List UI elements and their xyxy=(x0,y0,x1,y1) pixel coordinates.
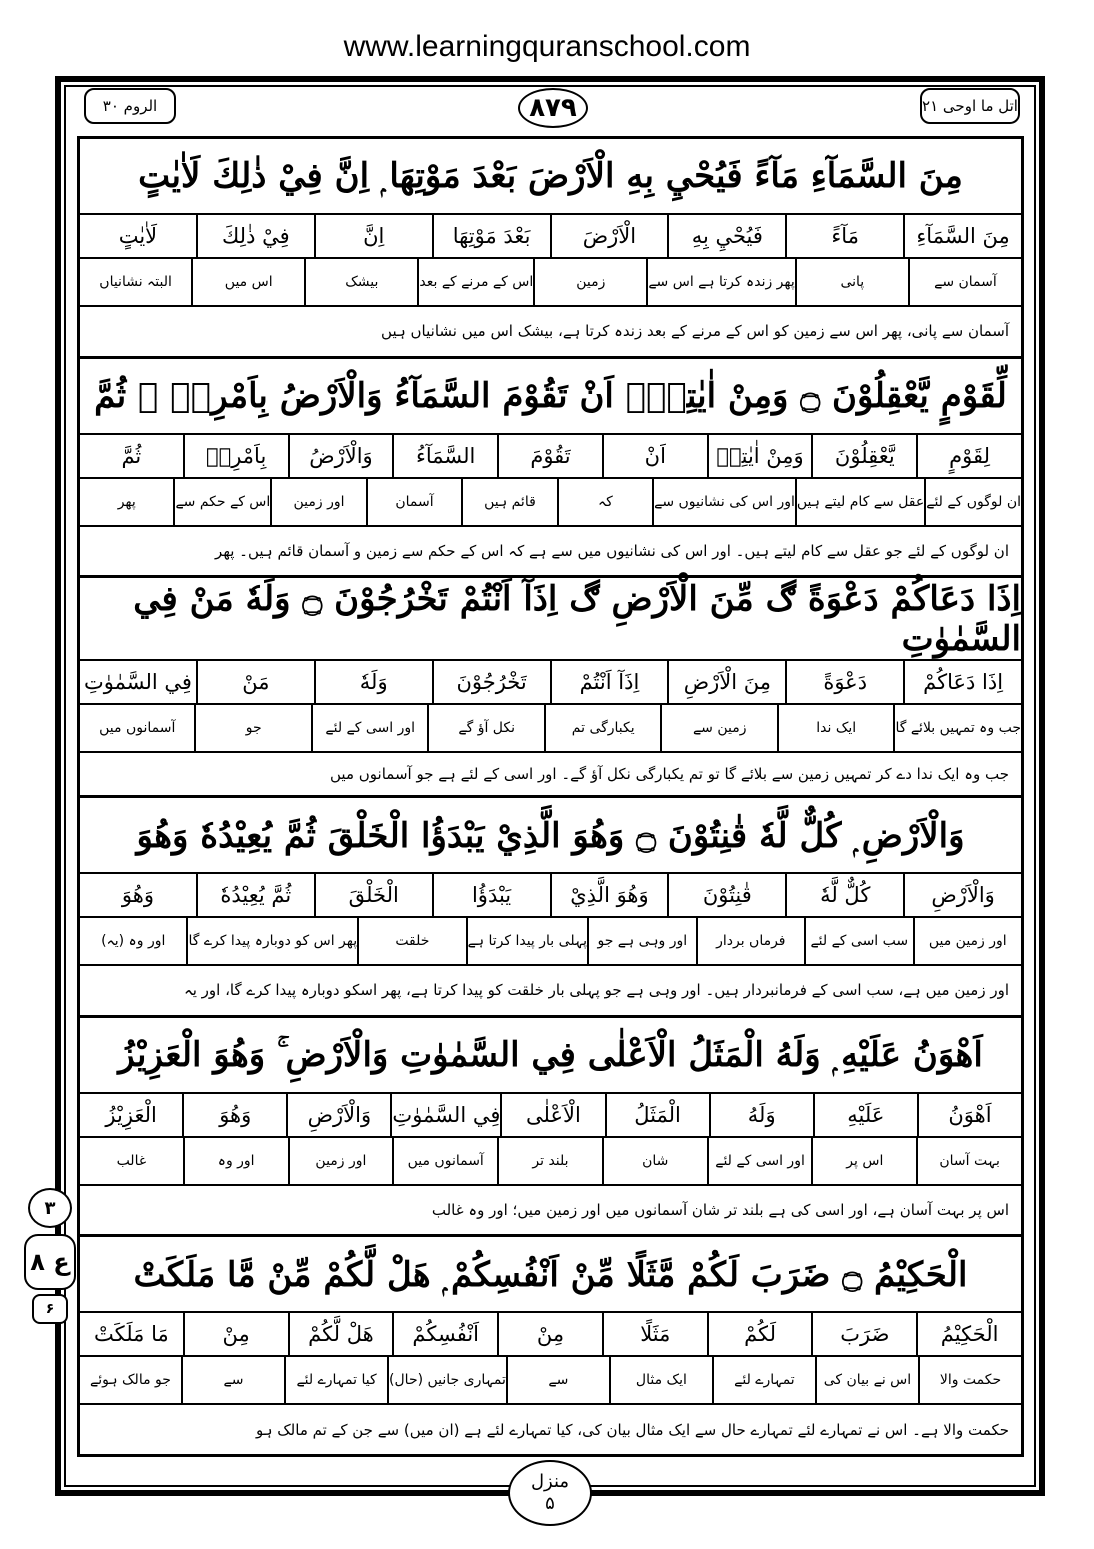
meaning-cell: کیا تمہارے لئے xyxy=(284,1357,387,1403)
meaning-cell: بلند تر xyxy=(497,1138,602,1184)
word-cell: لَكُمْ xyxy=(707,1313,812,1355)
word-row xyxy=(80,435,1021,479)
meaning-cell: اور وہی ہے جو xyxy=(587,918,695,964)
word-cell: اِذَآ اَنْتُمْ xyxy=(550,661,668,703)
ayah-line: لِّقَوْمٍ يَّعْقِلُوْنَ ۝ وَمِنْ اٰيٰتِهٖٓ اَنْ تَقُوْمَ السَّمَآءُ وَالْاَرْضُ بِاَمْرِهٖ ۭ ثُمَّ xyxy=(80,359,1021,435)
verse-block xyxy=(80,578,1021,798)
meaning-cell: اور زمین میں xyxy=(913,918,1021,964)
word-cell: ثُمَّ يُعِيْدُهٗ xyxy=(196,874,314,916)
translation-line: آسمان سے پانی، پھر اس سے زمین کو اس کے مرنے کے بعد زندہ کرتا ہے، بیشک اس میں نشانیاں ہیں xyxy=(381,322,1009,341)
meaning-cell: عقل سے کام لیتے ہیں xyxy=(795,479,924,525)
meaning-cell: سب اسی کے لئے xyxy=(804,918,912,964)
word-cell: الْاَرْضَ xyxy=(550,215,668,257)
meaning-cell: سے xyxy=(506,1357,609,1403)
meaning-cell: تمہاری جانیں (حال) xyxy=(387,1357,506,1403)
verse-block xyxy=(80,139,1021,359)
word-cell: بِاَمْرِهٖ xyxy=(183,435,288,477)
word-cell: عَلَيْهِ xyxy=(813,1094,917,1136)
meaning-cell: پانی xyxy=(795,259,908,305)
meaning-cell: اور اسی کے لئے xyxy=(707,1138,812,1184)
ayah-line: مِنَ السَّمَآءِ مَآءً فَيُحْيِ بِهِ الْاَرْضَ بَعْدَ مَوْتِهَا ۭ اِنَّ فِيْ ذٰلِكَ لَاٰيٰتٍ xyxy=(80,139,1021,215)
meaning-cell: سے xyxy=(181,1357,284,1403)
word-cell: يَّعْقِلُوْنَ xyxy=(811,435,916,477)
meaning-cell: زمین xyxy=(533,259,646,305)
word-row xyxy=(80,215,1021,259)
word-cell: مِنَ السَّمَآءِ xyxy=(903,215,1021,257)
meaning-cell: بیشک xyxy=(304,259,417,305)
word-cell: الْعَزِيْزُ xyxy=(105,1102,157,1127)
word-cell: لَاٰيٰتٍ xyxy=(118,224,158,248)
word-cell: مَآءً xyxy=(785,215,903,257)
meaning-cell: اس کے حکم سے xyxy=(173,479,270,525)
word-cell: ثُمَّ xyxy=(121,443,142,468)
meaning-row xyxy=(80,918,1021,966)
ruku-count-mark: ۳ xyxy=(28,1188,72,1228)
meaning-cell: حکمت والا xyxy=(918,1357,1021,1403)
manzil-badge xyxy=(508,1460,592,1526)
meaning-cell: اور وہ xyxy=(183,1138,288,1184)
verse-block xyxy=(80,1018,1021,1238)
meaning-cell: زمین سے xyxy=(660,705,777,751)
ruku-mark: ع ۸ xyxy=(24,1234,76,1290)
word-cell: الْمَثَلُ xyxy=(605,1094,709,1136)
word-cell: مِنْ xyxy=(497,1313,602,1355)
manzil-label: منزل xyxy=(530,1471,570,1492)
meaning-row xyxy=(80,479,1021,527)
meaning-cell: جو مالک ہوئے xyxy=(90,1372,171,1389)
meaning-cell: اس میں xyxy=(191,259,304,305)
manzil-number: ۵ xyxy=(545,1493,555,1514)
word-cell: كُلٌّ لَّهٗ xyxy=(785,874,903,916)
meaning-cell: اس نے بیان کی xyxy=(815,1357,918,1403)
translation-line: اور زمین میں ہے، سب اسی کے فرمانبردار ہیں۔ اور وہی ہے جو پہلی بار خلقت کو پیدا کرتا ہے، پھر اسکو دوبارہ پیدا کرے گا، اور یہ xyxy=(183,981,1009,1000)
meaning-cell: کہ xyxy=(557,479,652,525)
meaning-row xyxy=(80,259,1021,307)
word-cell: الْاَعْلٰى xyxy=(500,1094,604,1136)
meaning-cell: پہلی بار پیدا کرتا ہے xyxy=(466,918,587,964)
meaning-cell: آسمان سے xyxy=(908,259,1021,305)
word-row xyxy=(80,874,1021,918)
word-cell: الْحَكِيْمُ xyxy=(916,1313,1021,1355)
word-cell: وَمِنْ اٰيٰتِهٖ xyxy=(707,435,812,477)
verse-block xyxy=(80,359,1021,579)
word-cell: تَخْرُجُوْنَ xyxy=(432,661,550,703)
ayah-count-mark: ۶ xyxy=(32,1294,68,1324)
word-cell: وَهُوَ الَّذِيْ xyxy=(550,874,668,916)
word-cell: وَالْاَرْضُ xyxy=(288,435,393,477)
word-row xyxy=(80,1094,1021,1138)
meaning-cell: قائم ہیں xyxy=(461,479,556,525)
meaning-row xyxy=(80,1357,1021,1405)
meaning-cell: اور اسی کے لئے xyxy=(311,705,428,751)
word-row xyxy=(80,661,1021,705)
word-cell: اَهْوَنُ xyxy=(917,1094,1021,1136)
meaning-cell: جو xyxy=(194,705,311,751)
translation-line: جب وہ ایک ندا دے کر تمہیں زمین سے بلائے گا تو تم یکبارگی نکل آؤ گے۔ اور اسی کے لئے ہے جو آسمانوں میں xyxy=(330,765,1009,784)
meaning-cell: ایک ندا xyxy=(777,705,894,751)
meaning-cell: پھر xyxy=(117,493,136,510)
surah-label: الروم ۳۰ xyxy=(84,88,176,124)
meaning-cell: اس پر xyxy=(811,1138,916,1184)
meaning-cell: یکبارگی تم xyxy=(544,705,661,751)
word-cell: مَثَلًا xyxy=(602,1313,707,1355)
word-cell: دَعْوَةً xyxy=(785,661,903,703)
meaning-cell: غالب xyxy=(116,1152,147,1169)
word-cell: السَّمَآءُ xyxy=(392,435,497,477)
meaning-cell: نکل آؤ گے xyxy=(427,705,544,751)
word-cell: قٰنِتُوْنَ xyxy=(667,874,785,916)
word-cell: الْخَلْقَ xyxy=(314,874,432,916)
translation-grid xyxy=(77,136,1024,1457)
word-cell: يَبْدَؤُا xyxy=(432,874,550,916)
word-row xyxy=(80,1313,1021,1357)
word-cell: مِنَ الْاَرْضِ xyxy=(667,661,785,703)
meaning-cell: اور زمین xyxy=(288,1138,393,1184)
meaning-cell: شان xyxy=(602,1138,707,1184)
word-cell: لِقَوْمٍ xyxy=(916,435,1021,477)
word-cell: وَلَهٗ xyxy=(314,661,432,703)
meaning-cell: اس کے مرنے کے بعد xyxy=(417,259,533,305)
word-cell: اَنْ xyxy=(602,435,707,477)
word-cell: وَالْاَرْضِ xyxy=(903,874,1021,916)
meaning-cell: ان لوگوں کے لئے xyxy=(924,479,1021,525)
translation-line: حکمت والا ہے۔ اس نے تمہارے لئے تمہارے حال سے ایک مثال بیان کی، کیا تمہارے لئے ہے (ان میں) سے جن کے تم مالک ہو xyxy=(255,1420,1009,1439)
meaning-cell: پھر اس کو دوبارہ پیدا کرے گا xyxy=(186,918,357,964)
site-url: www.learningquranschool.com xyxy=(343,30,751,63)
word-cell: فِي السَّمٰوٰتِ xyxy=(83,670,192,695)
word-cell: وَهُوَ xyxy=(121,883,154,908)
ayah-line: اِذَا دَعَاكُمْ دَعْوَةً ڰ مِّنَ الْاَرْضِ ڰ اِذَآ اَنْتُمْ تَخْرُجُوْنَ ۝ وَلَهٗ مَنْ فِي السَّمٰوٰتِ xyxy=(80,578,1021,661)
word-cell: مَنْ xyxy=(196,661,314,703)
word-cell: فَيُحْيِ بِهِ xyxy=(667,215,785,257)
meaning-cell: جب وہ تمہیں بلائے گا xyxy=(893,705,1021,751)
word-cell: هَلْ لَّكُمْ xyxy=(288,1313,393,1355)
verse-block xyxy=(80,798,1021,1018)
page-number: ۸۷۹ xyxy=(518,88,588,128)
word-cell: مِنْ xyxy=(183,1313,288,1355)
word-cell: وَالْاَرْضِ xyxy=(286,1094,390,1136)
meaning-cell: اور وہ (یہ) xyxy=(101,933,166,950)
word-cell: تَقُوْمَ xyxy=(497,435,602,477)
meaning-cell: تمہارے لئے xyxy=(712,1357,815,1403)
meaning-cell: اور زمین xyxy=(270,479,365,525)
word-cell: بَعْدَ مَوْتِهَا xyxy=(432,215,550,257)
word-cell: وَلَهُ xyxy=(709,1094,813,1136)
word-cell: اَنْفُسِكُمْ xyxy=(392,1313,497,1355)
meaning-cell: آسمانوں میں xyxy=(99,720,176,737)
word-cell: فِيْ ذٰلِكَ xyxy=(196,215,314,257)
meaning-cell: پھر زندہ کرتا ہے اس سے xyxy=(646,259,794,305)
word-cell: مَا مَلَكَتْ xyxy=(93,1322,169,1347)
word-cell: وَهُوَ xyxy=(182,1094,286,1136)
meaning-cell: بہت آسان xyxy=(916,1138,1021,1184)
word-cell: ضَرَبَ xyxy=(811,1313,916,1355)
translation-line: اس پر بہت آسان ہے، اور اسی کی ہے بلند تر شان آسمانوں میں اور زمین میں؛ اور وہ غالب xyxy=(431,1201,1009,1220)
meaning-row xyxy=(80,1138,1021,1186)
meaning-cell: آسمانوں میں xyxy=(392,1138,497,1184)
meaning-cell: البتہ نشانیاں xyxy=(99,274,172,290)
word-cell: فِي السَّمٰوٰتِ xyxy=(390,1094,500,1136)
meaning-cell: اور اس کی نشانیوں سے xyxy=(652,479,795,525)
meaning-cell: آسمان xyxy=(366,479,461,525)
ayah-line: الْحَكِيْمُ ۝ ضَرَبَ لَكُمْ مَّثَلًا مِّنْ اَنْفُسِكُمْ ۭ هَلْ لَّكُمْ مِّنْ مَّا مَلَكَتْ xyxy=(80,1237,1021,1313)
meaning-cell: ایک مثال xyxy=(609,1357,712,1403)
ayah-line: وَالْاَرْضِ ۭ كُلٌّ لَّهٗ قٰنِتُوْنَ ۝ وَهُوَ الَّذِيْ يَبْدَؤُا الْخَلْقَ ثُمَّ يُعِيْدُهٗ وَهُوَ xyxy=(80,798,1021,874)
meaning-cell: خلقت xyxy=(357,918,465,964)
verse-block xyxy=(80,1237,1021,1454)
meaning-cell: فرماں بردار xyxy=(696,918,804,964)
word-cell: اِنَّ xyxy=(314,215,432,257)
translation-line: ان لوگوں کے لئے جو عقل سے کام لیتے ہیں۔ اور اس کی نشانیوں میں سے ہے کہ اس کے حکم سے زمین و آسمان قائم ہیں۔ پھر xyxy=(215,542,1009,560)
meaning-row xyxy=(80,705,1021,753)
para-label: اتل ما اوحی ۲۱ xyxy=(920,88,1020,124)
word-cell: اِذَا دَعَاكُمْ xyxy=(903,661,1021,703)
ayah-line: اَهْوَنُ عَلَيْهِ ۭ وَلَهُ الْمَثَلُ الْاَعْلٰى فِي السَّمٰوٰتِ وَالْاَرْضِ ۚ وَهُوَ الْعَزِيْزُ xyxy=(80,1018,1021,1094)
